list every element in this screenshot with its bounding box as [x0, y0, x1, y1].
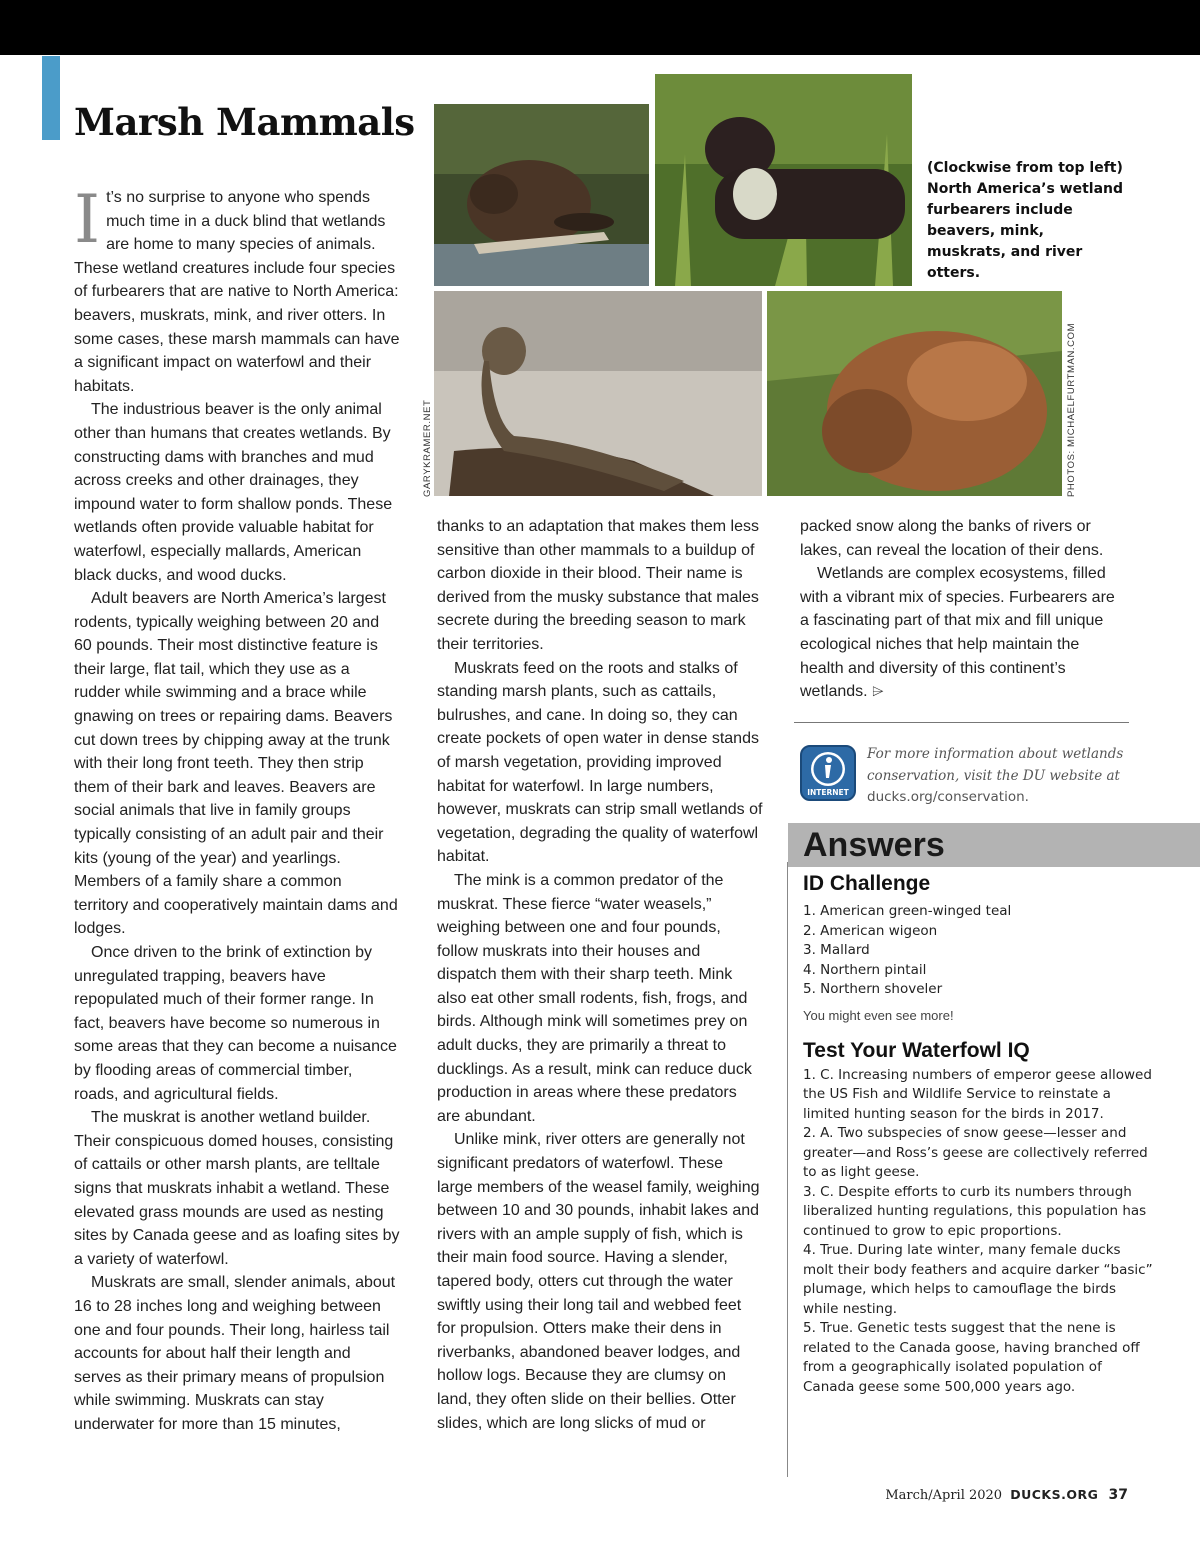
- id-challenge-list: [803, 902, 1153, 1000]
- article-column-1: [74, 181, 400, 1436]
- list-item: 2. A. Two subspecies of snow geese—lesser and greater—and Ross’s geese are collectively referred to as light geese.: [803, 1125, 1148, 1180]
- photo-credit-left: GARYKRAMER.NET: [422, 399, 433, 497]
- section-divider: [794, 722, 1129, 723]
- answers-vertical-rule: [787, 862, 788, 1477]
- svg-text:INTERNET: INTERNET: [807, 788, 849, 797]
- article-paragraph: The muskrat is another wetland builder. Their conspicuous domed houses, consisting of cattails or other marsh plants, are telltale signs that muskrats inhabit a wetland. These elevated grass mounds are used as nesting sites by Canada geese and as loafing sites by a variety of waterfowl.: [74, 1109, 400, 1268]
- photo-credit-right: PHOTOS: MICHAELFURTMAN.COM: [1066, 322, 1077, 497]
- list-item: 2. American wigeon: [803, 922, 938, 939]
- article-column-3: [800, 515, 1126, 704]
- list-item: 1. American green-winged teal: [803, 903, 1012, 919]
- list-item: 3. Mallard: [803, 942, 870, 958]
- answers-header-bar: [788, 823, 1200, 867]
- article-paragraph: packed snow along the banks of rivers or lakes, can reveal the location of their dens.: [800, 518, 1104, 559]
- top-black-bar: [0, 0, 1200, 55]
- article-paragraph: Muskrats feed on the roots and stalks of standing marsh plants, such as cattails, bulrushes, and cane. In doing so, they can create pockets of open water in dense stands of marsh vegetation, providing improved habitat for waterfowl. In large numbers, however, muskrats can strip small wetlands of vegetation, degrading the quality of waterfowl habitat.: [437, 659, 763, 866]
- internet-info-icon: [800, 745, 856, 801]
- page-title: Marsh Mammals: [74, 100, 415, 144]
- id-challenge-note: You might even see more!: [803, 1007, 954, 1023]
- answers-heading: Answers: [803, 826, 945, 864]
- answers-section: [803, 872, 1153, 1397]
- page-footer: [885, 1487, 1128, 1503]
- page-number: 37: [1108, 1487, 1128, 1503]
- article-paragraph: The mink is a common predator of the muskrat. These fierce “water weasels,” weighing between one and four pounds, follow muskrats into their houses and dispatch them with their sharp teeth. Mink also eat other small rodents, fish, frogs, and birds. Although mink will sometimes prey on adult ducks, they are primarily a threat to ducklings. As a result, mink can reduce duck production in areas where these predators are abundant.: [437, 871, 752, 1125]
- article-paragraph: It’s no surprise to anyone who spends much time in a duck blind that wetlands are home to many species of animals. These wetland creatures include four species of furbearers that are native to North America: beavers, muskrats, mink, and river otters. In some cases, these marsh mammals can have a significant impact on waterfowl and their habitats.: [74, 181, 400, 395]
- footer-site: DUCKS.ORG: [1010, 1487, 1099, 1502]
- beaver-photo: [434, 104, 649, 286]
- list-item: 3. C. Despite efforts to curb its numbers through liberalized hunting regulations, this population has continued to grow to epic proportions.: [803, 1183, 1147, 1239]
- waterfowl-iq-title: Test Your Waterfowl IQ: [803, 1038, 1030, 1062]
- list-item: 5. True. Genetic tests suggest that the nene is related to the Canada goose, having branched off from a geographically isolated population of Canada geese some 500,000 years ago.: [803, 1320, 1140, 1395]
- photo-caption: (Clockwise from top left) North America’s wetland furbearers include beavers, mink, muskrats, and river otters.: [927, 160, 1124, 281]
- article-paragraph: Once driven to the brink of extinction by unregulated trapping, beavers have repopulated much of their former range. In fact, beavers have become so numerous in some areas that they can become a nuisance by flooding areas of commercial timber, roads, and agricultural fields.: [74, 944, 397, 1103]
- title-accent-bar: [42, 56, 60, 140]
- issue-date: March/April 2020: [885, 1488, 1003, 1503]
- list-item: 4. Northern pintail: [803, 961, 927, 978]
- mink-photo: [655, 74, 912, 286]
- article-paragraph: Adult beavers are North America’s largest rodents, typically weighing between 20 and 60 pounds. Their most distinctive feature is their large, flat tail, which they use as a rudder while swimming and a brace while gnawing on trees or repairing dams. Beavers cut down trees by chipping away at the trunk with their long front teeth. They then strip them of their bark and leaves. Beavers are social animals that live in family groups typically consisting of an adult pair and their kits (young of the year) and yearlings. Members of a family share a common territory and cooperatively maintain dams and lodges.: [74, 590, 398, 938]
- article-paragraph: Muskrats are small, slender animals, about 16 to 28 inches long and weighing between one and four pounds. Their long, hairless tail accounts for about half their length and serves as their primary means of propulsion while swimming. Muskrats can stay underwater for more than 15 minutes,: [74, 1274, 396, 1433]
- internet-info-text: For more information about wetlands conservation, visit the DU website at ducks.org/conservation.: [867, 746, 1124, 805]
- list-item: 1. C. Increasing numbers of emperor geese allowed the US Fish and Wildlife Service to reinstate a limited hunting season for the birds in 2017.: [803, 1066, 1152, 1122]
- id-challenge-title: ID Challenge: [803, 872, 931, 895]
- drop-cap: I: [74, 181, 101, 258]
- list-item: 4. True. During late winter, many female ducks molt their body feathers and acquire darker “basic” plumage, which helps to camouflage the birds while nesting.: [803, 1242, 1153, 1317]
- article-paragraph: Unlike mink, river otters are generally not significant predators of waterfowl. These large members of the weasel family, weighing between 10 and 30 pounds, inhabit lakes and rivers with an ample supply of fish, which is their main food source. Having a slender, tapered body, otters cut through the water swiftly using their long tail and webbed feet for propulsion. Otters make their dens in riverbanks, abandoned beaver lodges, and hollow logs. Because they are clumsy on land, they often slide on their bellies. Otter slides, which are long slicks of mud or: [437, 1131, 760, 1432]
- list-item: 5. Northern shoveler: [803, 981, 943, 997]
- river-otter-photo: [434, 291, 762, 496]
- conservation-link[interactable]: ducks.org/conservation.: [867, 789, 1029, 805]
- muskrat-photo: [767, 291, 1062, 496]
- article-column-2: [437, 515, 763, 1435]
- article-paragraph: thanks to an adaptation that makes them less sensitive than other mammals to a buildup of carbon dioxide in their blood. Their name is derived from the musky substance that males secrete during the breeding season to mark their territories.: [437, 518, 759, 653]
- article-paragraph: The industrious beaver is the only animal other than humans that creates wetlands. By constructing dams with branches and mud across creeks and other drainages, they impound water to form shallow ponds. These wetlands often provide valuable habitat for waterfowl, especially mallards, American black ducks, and wood ducks.: [74, 401, 393, 584]
- end-mark-icon: ⌲: [872, 683, 884, 701]
- article-paragraph: Wetlands are complex ecosystems, filled with a vibrant mix of species. Furbearers are a fascinating part of that mix and fill unique ecological niches that help maintain the health and diversity of this continent’s wetlands. ⌲: [800, 565, 1115, 701]
- waterfowl-iq-list: [803, 1066, 1153, 1398]
